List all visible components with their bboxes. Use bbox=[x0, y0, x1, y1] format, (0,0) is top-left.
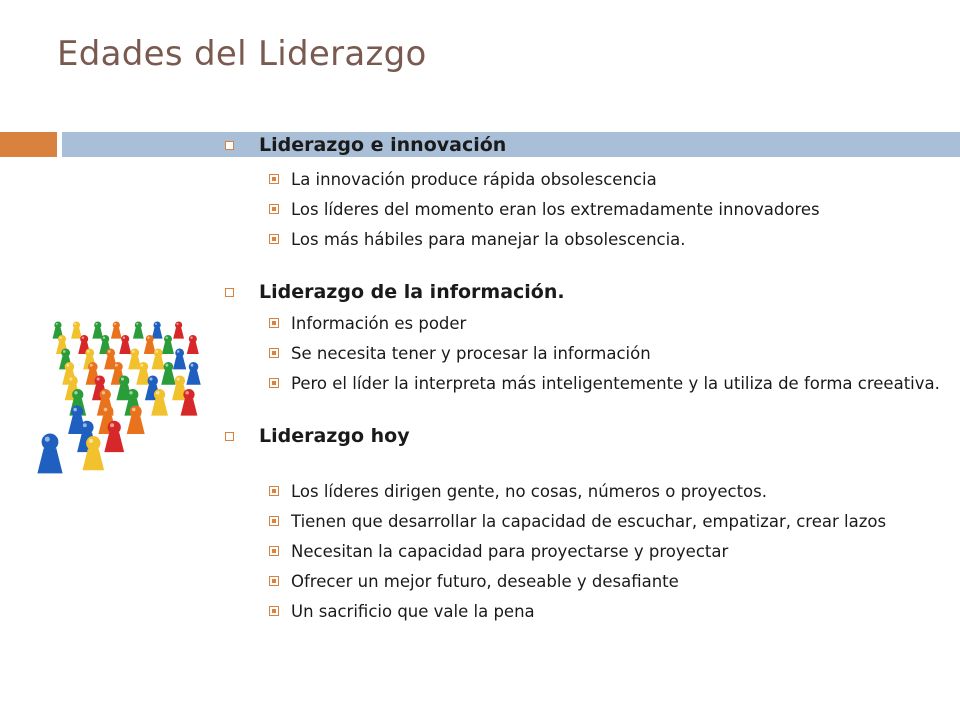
list-item bbox=[225, 373, 953, 394]
list-item bbox=[225, 541, 953, 562]
list-item-text: Ofrecer un mejor futuro, deseable y desafiante bbox=[291, 572, 679, 591]
crowd-of-game-pawns-icon bbox=[18, 318, 223, 478]
filled-square-bullet-icon bbox=[269, 486, 279, 496]
list-item-text: Necesitan la capacidad para proyectarse y proyectar bbox=[291, 542, 729, 561]
filled-square-bullet-icon bbox=[269, 546, 279, 556]
section-heading bbox=[225, 132, 953, 158]
list-item bbox=[225, 313, 953, 334]
filled-square-bullet-icon bbox=[269, 606, 279, 616]
list-item bbox=[225, 511, 953, 532]
filled-square-bullet-icon bbox=[269, 234, 279, 244]
bullet-content bbox=[225, 130, 953, 622]
list-item-text: Los más hábiles para manejar la obsolescencia. bbox=[291, 230, 686, 249]
list-item-text: La innovación produce rápida obsolescencia bbox=[291, 170, 657, 189]
list-item bbox=[225, 601, 953, 622]
list-item bbox=[225, 481, 953, 502]
list-item-text: Se necesita tener y procesar la información bbox=[291, 344, 651, 363]
list-item bbox=[225, 169, 953, 190]
slide-title: Edades del Liderazgo bbox=[57, 34, 427, 74]
section-heading-text: Liderazgo e innovación bbox=[259, 134, 507, 156]
section-heading-text: Liderazgo de la información. bbox=[259, 281, 565, 303]
filled-square-bullet-icon bbox=[269, 348, 279, 358]
list-item bbox=[225, 571, 953, 592]
filled-square-bullet-icon bbox=[269, 378, 279, 388]
accent-bar-orange bbox=[0, 132, 57, 157]
list-item bbox=[225, 199, 953, 220]
filled-square-bullet-icon bbox=[269, 174, 279, 184]
list-item-text: Información es poder bbox=[291, 314, 467, 333]
filled-square-bullet-icon bbox=[269, 318, 279, 328]
list-item bbox=[225, 229, 953, 250]
hollow-square-bullet-icon bbox=[225, 432, 234, 441]
section-heading bbox=[225, 423, 953, 449]
section-heading bbox=[225, 279, 953, 305]
list-item-text: Pero el líder la interpreta más inteligentemente y la utiliza de forma creeativa. bbox=[291, 374, 940, 393]
hollow-square-bullet-icon bbox=[225, 141, 234, 150]
hollow-square-bullet-icon bbox=[225, 288, 234, 297]
filled-square-bullet-icon bbox=[269, 576, 279, 586]
section-heading-text: Liderazgo hoy bbox=[259, 425, 410, 447]
list-item-text: Los líderes dirigen gente, no cosas, números o proyectos. bbox=[291, 482, 767, 501]
filled-square-bullet-icon bbox=[269, 516, 279, 526]
list-item-text: Un sacrificio que vale la pena bbox=[291, 602, 535, 621]
list-item-text: Tienen que desarrollar la capacidad de escuchar, empatizar, crear lazos bbox=[291, 512, 887, 531]
filled-square-bullet-icon bbox=[269, 204, 279, 214]
list-item bbox=[225, 343, 953, 364]
list-item-text: Los líderes del momento eran los extremadamente innovadores bbox=[291, 200, 820, 219]
